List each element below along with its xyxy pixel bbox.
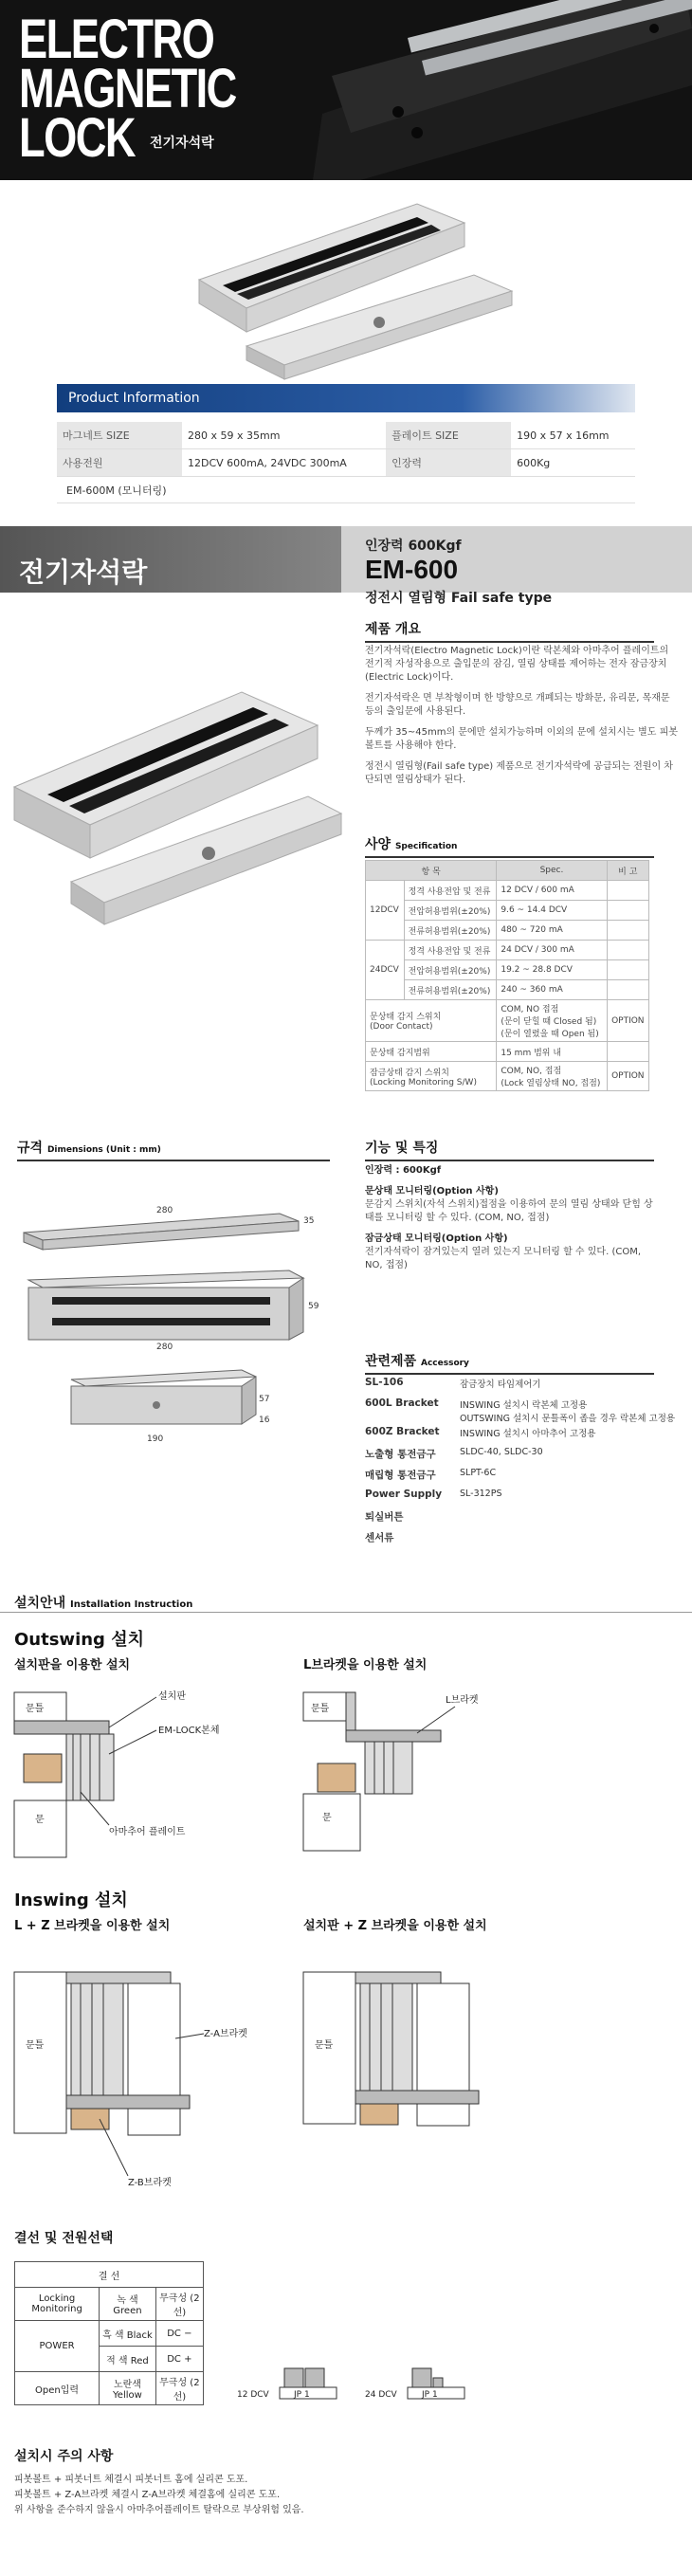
table-row [15,2288,204,2321]
wiring-color: 노란색 Yellow [100,2372,156,2405]
dim-label: 16 [259,1416,270,1425]
model-name: EM-600 [365,555,459,584]
wiring-term: 무극성 (2선) [155,2288,203,2321]
table-row [366,921,649,941]
spec-item: 잠금상태 감지 스위치 (Locking Monitoring S/W) [366,1062,497,1091]
diagram-label: 문틀 [26,2040,45,2051]
overview-text [365,645,678,787]
table-row [366,960,649,980]
jumper-diagram [237,2361,483,2418]
feature-pull: 인장력 : 600Kgf [365,1165,442,1176]
value-plate-size: 190 x 57 x 16mm [511,422,635,449]
accessory-name: Power Supply [365,1489,443,1500]
diagram-label: Z-B브라켓 [128,2178,172,2188]
table-row [15,2321,204,2347]
outswing-b-title: L브라켓을 이용한 설치 [303,1658,428,1672]
caution-line: 위 사항을 준수하지 않을시 아마추어플레이트 탈락으로 부상위험 있음. [14,2505,304,2515]
list-item [365,1377,687,1398]
spec-item: 전압허용범위(±20%) [404,960,497,980]
accessory-name: 퇴실버튼 [365,1511,404,1523]
pull-force-heading: 인장력 600Kgf [365,539,462,554]
spec-note [607,941,648,960]
diagram-label: L브라켓 [446,1695,479,1706]
spec-item: 전류허용범위(±20%) [404,980,497,1000]
label-pull-force: 인장력 [386,449,511,477]
inswing-b-title: 설치판 + Z 브라켓을 이용한 설치 [303,1919,487,1933]
diagram-label: 아마추어 플레이트 [109,1827,186,1837]
dimensions-title-en: Dimensions (Unit : mm) [46,1145,161,1155]
value-pull-force: 600Kg [511,449,635,477]
outswing-a-diagram [14,1678,270,1858]
divider [0,1612,692,1613]
value-power: 12DCV 600mA, 24VDC 300mA [182,449,386,477]
accessory-desc: SL-312PS [460,1489,502,1499]
accessory-name: 노출형 통전금구 [365,1449,436,1460]
feature-lock-title: 잠금상태 모니터링(Option 사항) [365,1233,508,1244]
jumper-24-label: 24 DCV [365,2390,397,2400]
label-power: 사용전원 [57,449,182,477]
dimensions-title-ko: 규격 [17,1141,44,1156]
inswing-b-diagram [303,1944,540,2181]
spec-value: COM, NO 접점 (문이 닫힐 때 Closed 됨) (문이 열렸을 때 Open 됨) [497,1000,607,1042]
inswing-title: Inswing 설치 [14,1891,128,1910]
product-info-title: Product Information [68,391,200,406]
diagram-label: 문 [35,1815,45,1825]
feature-lock-text: 전기자석락이 잠겨있는지 열려 있는지 모니터링 할 수 있다. (COM, NO, 접점) [365,1247,642,1270]
hero-subtitle: 전기자석락 [150,136,214,151]
table-row [366,941,649,960]
jumper-label: JP 1 [422,2390,438,2400]
dimensions-drawing [14,1204,318,1489]
list-item [365,1530,687,1551]
hero-banner [0,0,692,180]
table-row [366,901,649,921]
accessory-title-ko: 관련제품 [365,1354,417,1369]
table-row [366,1062,649,1091]
wiring-table [14,2261,204,2405]
list-item [365,1447,687,1468]
wiring-color: 흑 색 Black [100,2321,156,2347]
spec-item: 정격 사용전압 및 전류 [404,941,497,960]
accessory-desc: SLDC-40, SLDC-30 [460,1447,543,1457]
caution-title: 설치시 주의 사항 [14,2449,114,2464]
table-row [57,422,635,449]
wiring-term: DC + [155,2347,203,2372]
install-title-en: Installation Instruction [69,1599,193,1610]
outswing-a-title: 설치판을 이용한 설치 [14,1658,131,1672]
overview-paragraph: 전기자석락(Electro Magnetic Lock)이란 락본체와 아마추어 플레이트의 전기적 자성작용으로 출입문의 잠김, 열림 상태를 제어하는 전자 잠금장치(Electric Lock)이다. [365,646,669,683]
spec-value: 480 ~ 720 mA [497,921,607,941]
accessory-desc: SLPT-6C [460,1468,497,1478]
spec-note: OPTION [607,1000,648,1042]
caution-line: 피봇볼트 + Z-A브라켓 체결시 Z-A브라켓 체결홈에 실리콘 도포. [14,2490,281,2500]
wiring-header: 결 선 [15,2262,204,2288]
accessory-desc: INSWING 설치시 락본체 고정용 OUTSWING 설치시 문틀폭이 좁을 경우 락본체 고정용 [460,1400,676,1424]
dim-label: 59 [308,1302,319,1311]
overview-paragraph: 정전시 열림형(Fail safe type) 제품으로 전기자석락에 공급되는 전원이 차단되면 열림상태가 된다. [365,761,673,785]
caution-list [14,2473,304,2518]
wiring-group: POWER [15,2321,100,2372]
feature-door-text: 문감지 스위치(자석 스위치)접점을 이용하여 문의 열림 상태와 닫힘 상태를 모니터링 할 수 있다. (COM, NO, 접점) [365,1199,653,1223]
label-plate-size: 플레이트 SIZE [386,422,511,449]
spec-note [607,960,648,980]
spec-note [607,901,648,921]
fail-safe-type: 정전시 열림형 Fail safe type [365,591,553,606]
label-magnet-size: 마그네트 SIZE [57,422,182,449]
spec-item: 전압허용범위(±20%) [404,901,497,921]
diagram-label: 문틀 [315,2040,334,2051]
accessory-name: 600L Bracket [365,1398,439,1409]
caution-line: 피봇볼트 + 피봇너트 체결시 피봇너트 홈에 실리콘 도포. [14,2475,248,2485]
spec-header-note: 비 고 [607,861,648,881]
diagram-label: Z-A브라켓 [204,2029,247,2039]
spec-value: 12 DCV / 600 mA [497,881,607,901]
table-row [366,1042,649,1062]
table-row [366,881,649,901]
list-item [365,1426,687,1447]
wiring-term: DC − [155,2321,203,2347]
diagram-label: 문틀 [26,1704,45,1714]
spec-item: 정격 사용전압 및 전류 [404,881,497,901]
accessory-list [365,1377,687,1551]
spec-title-ko: 사양 [365,837,392,852]
product-photo-main [5,654,346,958]
accessory-name: 600Z Bracket [365,1426,440,1437]
features-title: 기능 및 특징 [365,1138,654,1161]
spec-note [607,1042,648,1062]
spec-item: 문상태 감지범위 [366,1042,497,1062]
spec-value: 240 ~ 360 mA [497,980,607,1000]
accessory-desc: INSWING 설치시 아마추어 고정용 [460,1429,596,1439]
spec-value: COM, NO, 접점 (Lock 열림상태 NO, 접점) [497,1062,607,1091]
accessory-name: 센서류 [365,1532,394,1544]
table-row [366,980,649,1000]
wiring-term: 무극성 (2선) [155,2372,203,2405]
spec-note [607,881,648,901]
spec-title-en: Specification [394,842,458,851]
jumper-label: JP 1 [294,2390,310,2400]
features-text [365,1164,659,1272]
feature-door-title: 문상태 모니터링(Option 사항) [365,1186,499,1197]
diagram-label: 문 [322,1813,332,1823]
table-row [57,449,635,477]
dim-label: 35 [303,1216,315,1226]
jumper-12-label: 12 DCV [237,2390,269,2400]
diagram-label: EM-LOCK본체 [158,1726,220,1736]
spec-value: 15 mm 범위 내 [497,1042,607,1062]
table-header [366,861,649,881]
dim-label: 280 [156,1343,173,1352]
diagram-label: 설치판 [158,1691,186,1702]
list-item [365,1509,687,1530]
spec-item: 전류허용범위(±20%) [404,921,497,941]
spec-header-item: 항 목 [366,861,497,881]
product-model-row: EM-600M (모니터링) [57,479,635,503]
install-title [14,1593,192,1612]
list-item [365,1489,687,1509]
table-row [366,1000,649,1042]
overview-paragraph: 두께가 35~45mm의 문에만 설치가능하며 이외의 문에 설치시는 별도 피봇볼트를 사용해야 한다. [365,727,678,751]
main-band-title: 전기자석락 [19,557,148,588]
inswing-a-title: L + Z 브라켓을 이용한 설치 [14,1919,171,1933]
product-info-table [57,422,635,477]
spec-group: 12DCV [366,881,405,941]
spec-group: 24DCV [366,941,405,1000]
wiring-color: 녹 색 Green [100,2288,156,2321]
spec-table [365,860,649,1091]
spec-note [607,980,648,1000]
dim-label: 57 [259,1395,270,1404]
table-header [15,2262,204,2288]
accessory-desc: 잠금장치 타임제어기 [460,1379,541,1390]
spec-note: OPTION [607,1062,648,1091]
table-row [15,2372,204,2405]
overview-title: 제품 개요 [365,619,654,643]
spec-item: 문상태 감지 스위치 (Door Contact) [366,1000,497,1042]
dimensions-title [17,1138,330,1161]
spec-header-spec: Spec. [497,861,607,881]
accessory-name: SL-106 [365,1377,404,1388]
hero-title: ELECTRO MAGNETIC LOCK [19,9,236,169]
outswing-b-diagram [303,1678,493,1858]
wiring-group: Locking Monitoring [15,2288,100,2321]
outswing-title: Outswing 설치 [14,1630,144,1650]
inswing-a-diagram [14,1944,280,2219]
spec-title [365,834,654,858]
accessory-title [365,1351,654,1375]
overview-paragraph: 전기자석락은 면 부착형이며 한 방향으로 개폐되는 방화문, 유리문, 목재문 등의 출입문에 사용된다. [365,693,670,717]
wiring-color: 적 색 Red [100,2347,156,2372]
value-magnet-size: 280 x 59 x 35mm [182,422,386,449]
product-photo-top [180,204,521,384]
accessory-title-en: Accessory [420,1359,469,1368]
spec-value: 19.2 ~ 28.8 DCV [497,960,607,980]
spec-value: 9.6 ~ 14.4 DCV [497,901,607,921]
list-item [365,1398,687,1426]
install-title-ko: 설치안내 [14,1596,66,1611]
spec-note [607,921,648,941]
list-item [365,1468,687,1489]
spec-value: 24 DCV / 300 mA [497,941,607,960]
wiring-group: Open입력 [15,2372,100,2405]
wiring-title: 결선 및 전원선택 [14,2231,114,2246]
dim-label: 280 [156,1206,173,1215]
accessory-name: 매립형 통전금구 [365,1470,436,1481]
dim-label: 190 [147,1434,164,1444]
product-info-bar [57,384,635,412]
diagram-label: 문틀 [311,1704,330,1714]
